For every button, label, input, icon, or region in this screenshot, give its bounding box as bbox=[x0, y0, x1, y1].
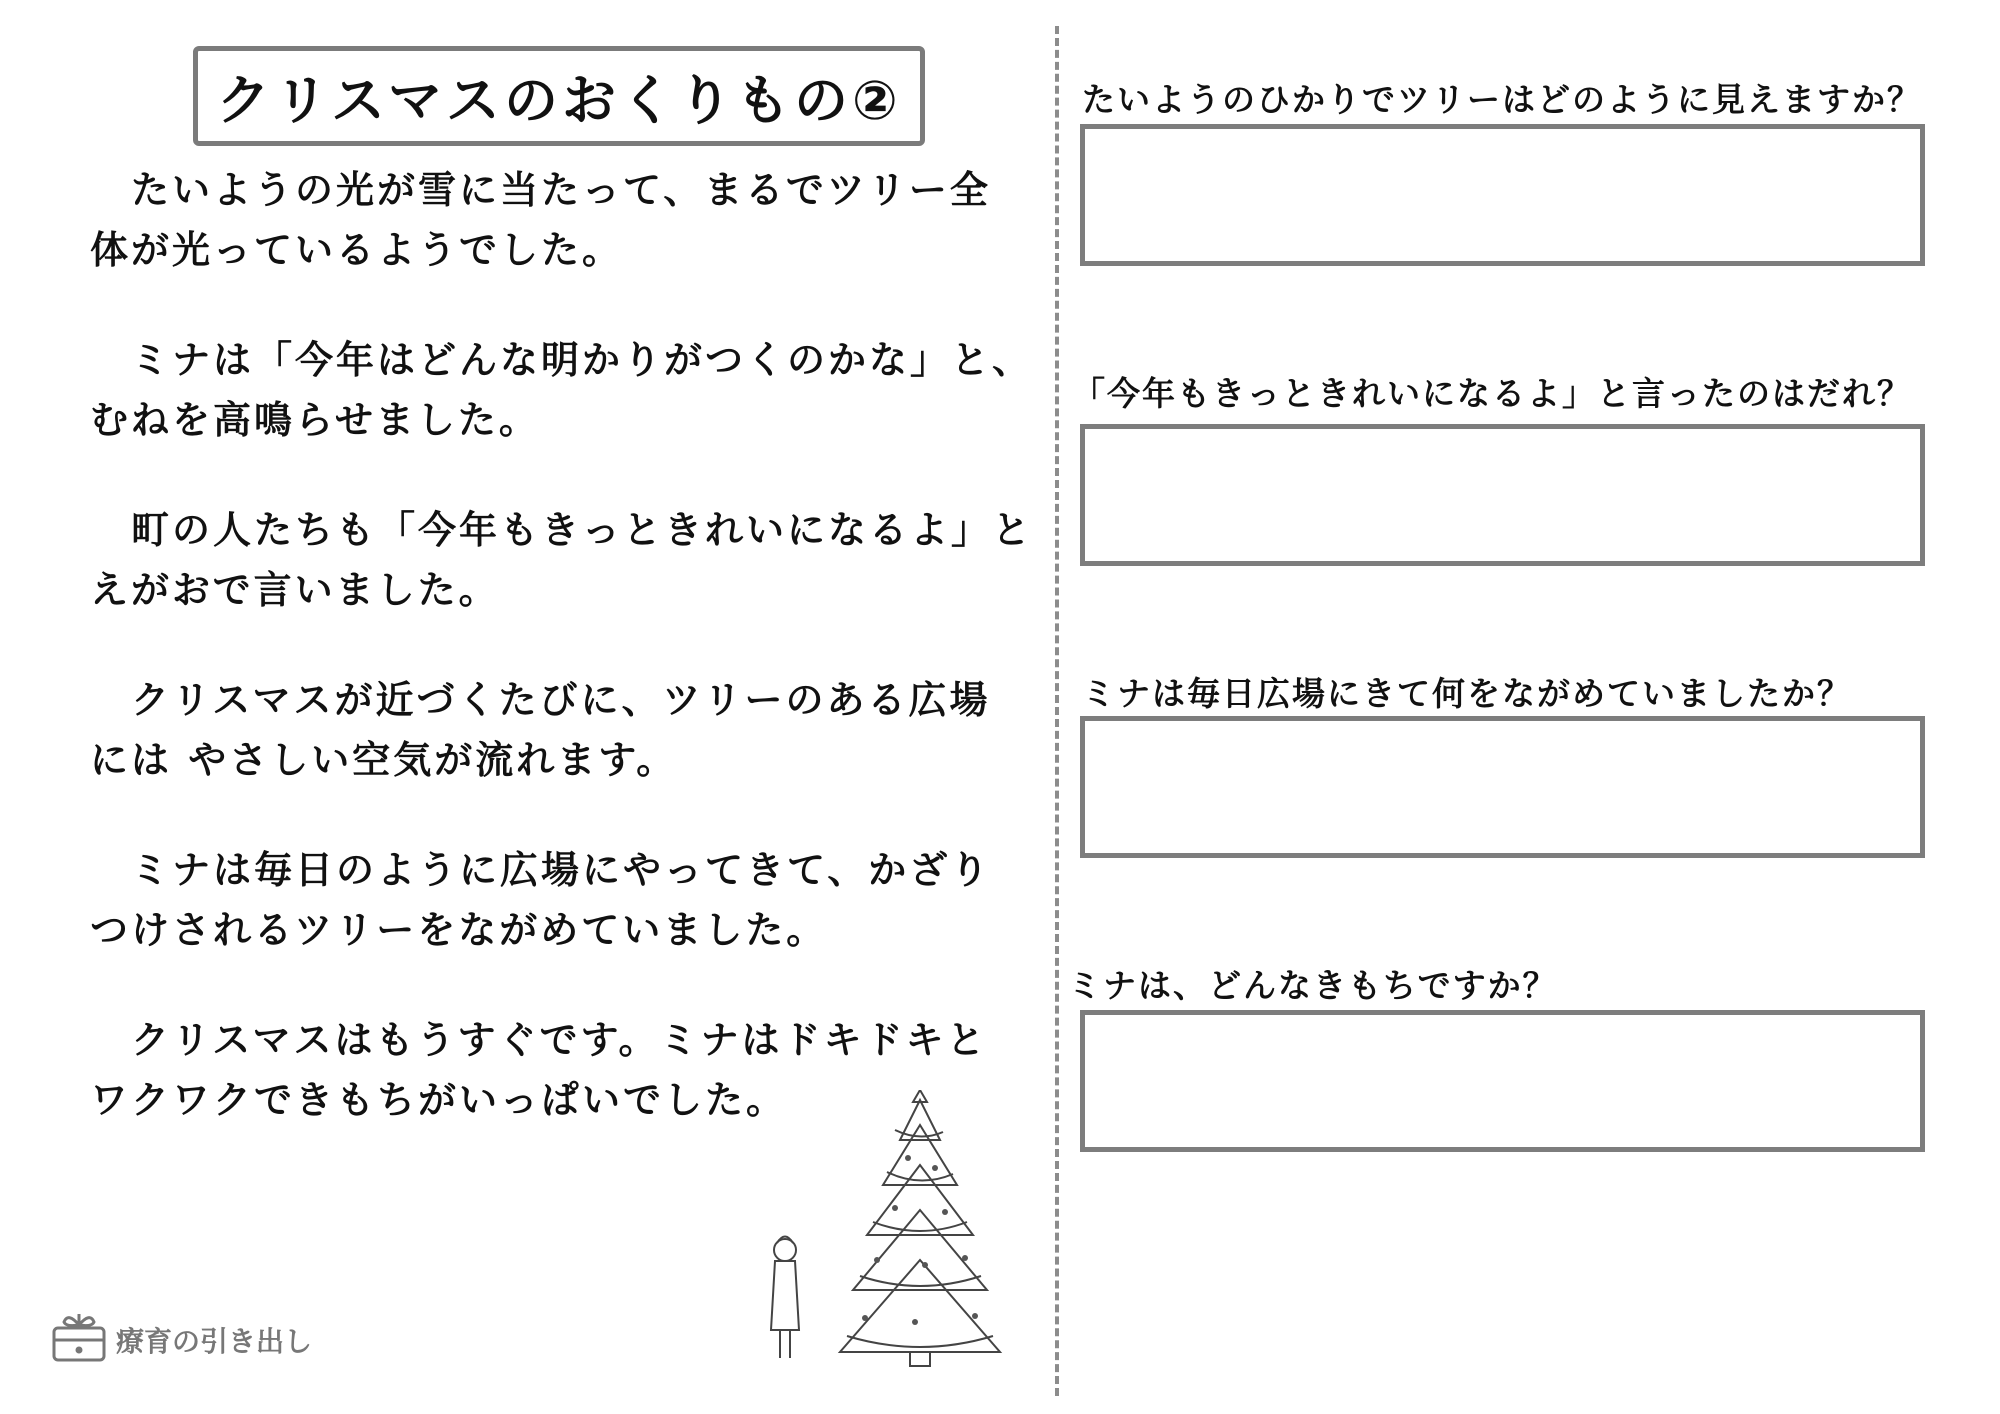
answer-box-1[interactable] bbox=[1080, 124, 1925, 266]
story-paragraph: たいようの光が雪に当たって、まるでツリー全 体が光っているようでした。 bbox=[90, 168, 991, 272]
question-1: たいようのひかりでツリーはどのように見えますか？ bbox=[1082, 80, 1922, 119]
dashed-divider bbox=[1055, 26, 1059, 1396]
story-paragraph: クリスマスはもうすぐです。ミナはドキドキと ワクワクできもちがいっぱいでした。 bbox=[90, 1018, 988, 1122]
worksheet-title: クリスマスのおくりもの② bbox=[216, 68, 902, 132]
answer-box-4[interactable] bbox=[1080, 1010, 1925, 1152]
brand-logo bbox=[50, 1310, 312, 1362]
question-2: 「今年もきっときれいになるよ」と言ったのはだれ？ bbox=[1072, 374, 1912, 413]
story-paragraph: 町の人たちも「今年もきっときれいになるよ」と えがおで言いました。 bbox=[90, 508, 1034, 612]
question-3: ミナは毎日広場にきて何をながめていましたか？ bbox=[1082, 674, 1852, 713]
brand-name: 療育の引き出し bbox=[116, 1325, 313, 1358]
answer-box-3[interactable] bbox=[1080, 716, 1925, 858]
story-paragraph: ミナは毎日のように広場にやってきて、かざり つけされるツリーをながめていました。 bbox=[90, 848, 992, 952]
title-box bbox=[193, 46, 925, 146]
story-text bbox=[90, 160, 1040, 1180]
story-paragraph: ミナは「今年はどんな明かりがつくのかな」と、 むねを高鳴らせました。 bbox=[90, 338, 1034, 442]
christmas-tree-girl-icon bbox=[765, 1090, 1025, 1370]
answer-box-2[interactable] bbox=[1080, 424, 1925, 566]
story-paragraph: クリスマスが近づくたびに、ツリーのある広場 には やさしい空気が流れます。 bbox=[90, 678, 991, 782]
gift-box-icon bbox=[50, 1310, 108, 1362]
question-4: ミナは、どんなきもちですか？ bbox=[1068, 966, 1558, 1005]
